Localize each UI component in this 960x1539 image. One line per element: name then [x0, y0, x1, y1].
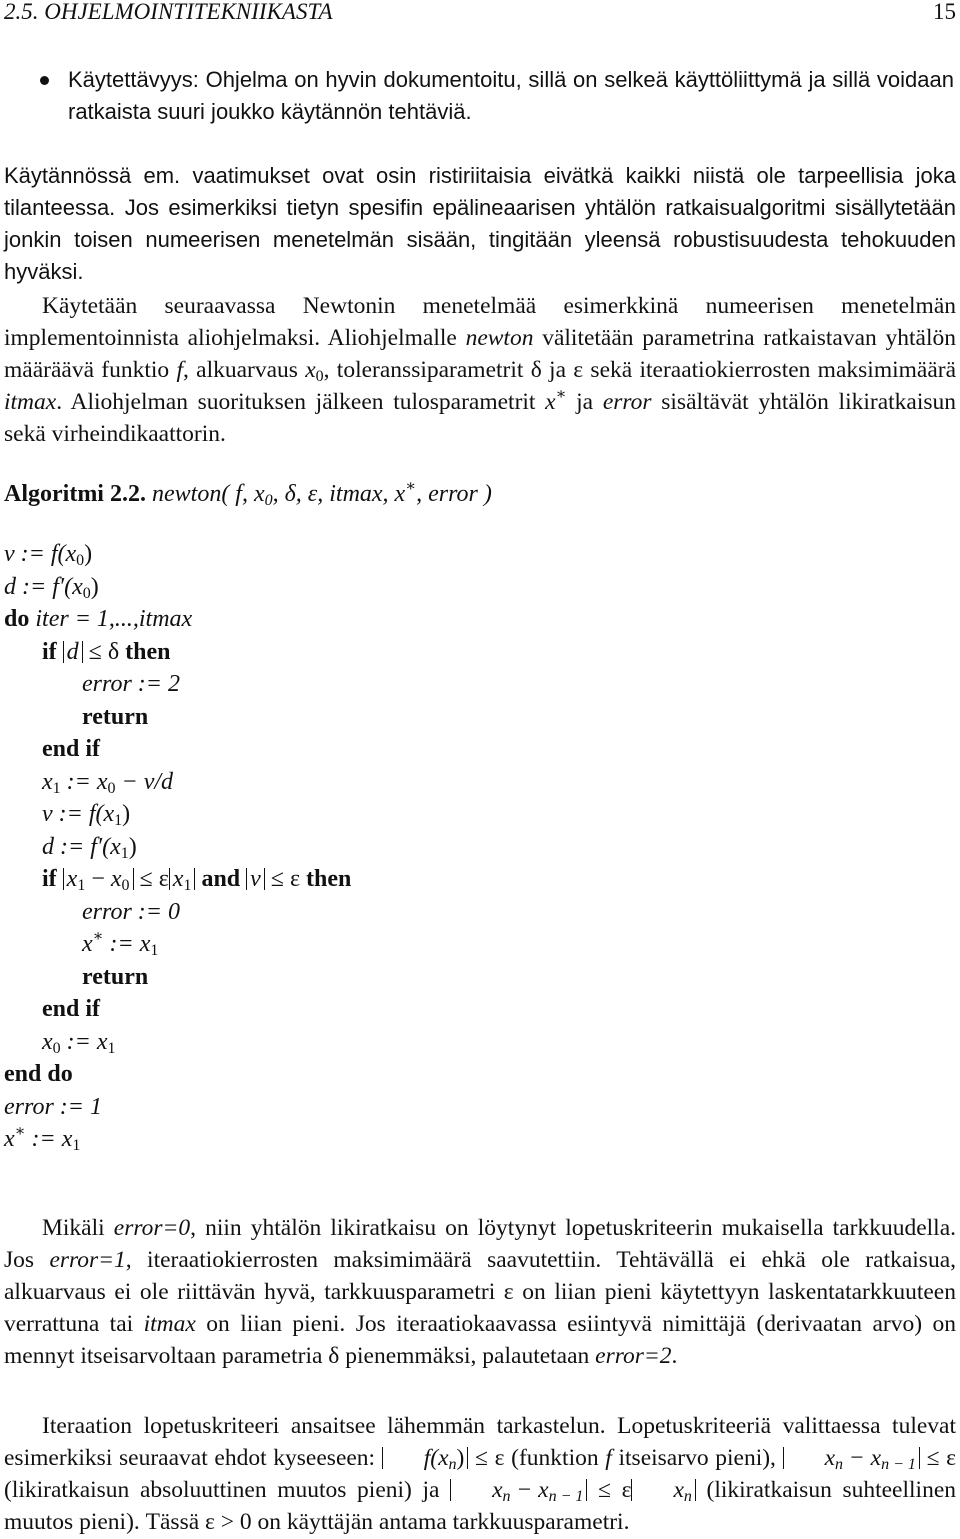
abs-diff: $x_n - x_{n - 1}$: [783, 1447, 920, 1469]
x-subscript: 0: [315, 368, 324, 385]
f-symbol: f: [176, 357, 183, 383]
para4-text-2: ≤ ε (funktion: [475, 1445, 599, 1471]
code-line: v := $f(x_0)$: [4, 541, 93, 569]
para3-text-2: , niin yhtälön likiratkaisu on löytynyt lopetuskriteerin mukaisella tarkkuudella. Jos: [4, 1215, 957, 1273]
para4-text-1: Iteraation lopetuskriteeri ansaitsee lähemmän tarkastelun. Lopetuskriteeriä valittaessa tulevat esimerkiksi seuraavat ehdot kyseeseen:: [4, 1413, 956, 1471]
para2-text-4: , toleranssiparametrit δ ja ε sekä iteraatiokierrosten maksimimäärä: [323, 357, 957, 383]
newton-ref: newton: [465, 325, 534, 351]
paragraph-intro: [4, 160, 956, 288]
algorithm-title: [4, 478, 492, 510]
code-line: do iter = 1,...,itmax: [4, 606, 193, 632]
para2-text-7: sisältävät yhtälön likiratkaisun sekä virheindikaattorin.: [4, 389, 957, 447]
code-line: x∗ := $x_1$: [4, 1123, 81, 1154]
para2-text-6: ja: [576, 389, 594, 415]
para2-text-1: Käytetään seuraavassa Newtonin menetelmää esimerkkinä numeerisen menetelmän implementoinnista aliohjelmaksi. Aliohjelmalle: [4, 293, 956, 351]
itmax-ref-2: itmax: [143, 1311, 196, 1337]
para4-text-5: ≤ ε: [598, 1477, 632, 1503]
paragraph-stopping-criteria: [4, 1410, 956, 1538]
code-line: error := 2: [82, 671, 180, 697]
para3-text-5: .: [671, 1343, 678, 1369]
code-line: if $x_1 - x_0 \le \varepsilon$ $x_1$ and v ≤ ε then: [42, 866, 352, 894]
code-line: end if: [42, 996, 101, 1022]
error2-ref: error=2: [595, 1343, 672, 1369]
error0-ref: error=0: [113, 1215, 191, 1241]
x-symbol: x: [305, 357, 316, 383]
code-line: end if: [42, 736, 101, 762]
error-ref: error: [602, 389, 652, 415]
f-symbol-2: f: [605, 1445, 612, 1471]
code-line: x∗ := $x_1$: [82, 928, 159, 959]
para4-text-4: ≤ ε (likiratkaisun absoluuttinen muutos pieni) ja: [4, 1445, 956, 1503]
code-line: error := 1: [4, 1093, 102, 1120]
para2-text-3: , alkuarvaus: [182, 357, 298, 383]
para3-text-1: Mikäli: [42, 1215, 105, 1241]
para1-second: Jos esimerkiksi tietyn spesifin epälineaarisen yhtälön ratkaisualgoritmi sisällytetään jonkin toisen numeerisen menetelmän sisään, tingitään yleensä robustisuudesta tehokuuden hyväksi.: [4, 195, 956, 284]
star-superscript: ∗: [555, 386, 567, 403]
page-number: 15: [933, 0, 956, 24]
para4-text-3: itseisarvo pieni),: [618, 1445, 776, 1471]
code-line: $x_0$ := $x_1$: [42, 1028, 116, 1057]
bullet-item: [40, 64, 954, 128]
bullet-icon: [40, 76, 49, 85]
code-line: return: [82, 703, 149, 730]
error1-ref: error=1: [49, 1247, 126, 1273]
para2-text-5: . Aliohjelman suorituksen jälkeen tulosparametrit: [56, 389, 536, 415]
itmax-ref: itmax: [4, 389, 57, 415]
paragraph-error-codes: [4, 1212, 956, 1372]
code-line: d := $f'(x_0)$: [4, 573, 99, 602]
bullet-label: Käytettävyys:: [68, 67, 199, 92]
bullet-body: Ohjelma on hyvin dokumentoitu, sillä on selkeä käyttöliittymä ja sillä voidaan ratkaista suuri joukko käytännön tehtäviä.: [68, 67, 954, 124]
code-line: if d ≤ δ then: [42, 638, 171, 665]
section-title: 2.5. OHJELMOINTITEKNIIKASTA: [4, 0, 333, 24]
code-line: error := 0: [82, 898, 180, 925]
abs-diff-2: $x_n - x_{n - 1}$: [450, 1479, 587, 1501]
running-header: [4, 0, 958, 28]
abs-fxn: $f(x_n)$: [382, 1447, 469, 1469]
code-line: d := $f'(x_1)$: [42, 833, 137, 862]
algorithm-code: [4, 538, 704, 1156]
code-line: $x_1$ := $x_0 - v/d$: [42, 768, 174, 797]
para4-text-6: (likiratkaisun suhteellinen muutos pieni). Tässä ε > 0 on käyttäjän antama tarkkuusparametri.: [4, 1477, 957, 1535]
para3-text-4: on liian pieni. Jos iteraatiokaavassa esiintyvä nimittäjä (derivaatan arvo) on mennyt itseisarvoltaan parametria δ pienemmäksi, palautetaan: [4, 1311, 957, 1369]
para2-text-2: välitetään parametrina ratkaistavan yhtälön määräävä funktio: [4, 325, 956, 383]
paragraph-newton: [4, 290, 956, 450]
code-line: return: [82, 963, 149, 990]
code-line: v := $f(x_1)$: [42, 801, 131, 829]
para1-first: Käytännössä em. vaatimukset ovat osin ristiriitaisia eivätkä kaikki niistä ole tarpeellisia joka tilanteessa.: [4, 163, 956, 220]
algorithm-signature: newton( f, $x_0$, δ, ε, itmax, x∗, error ): [151, 478, 492, 509]
para3-text-3: , iteraatiokierrosten maksimimäärä saavutettiin. Tehtävällä ei ehkä ole ratkaisua, alkuarvaus ei ole riittävän hyvä, tarkkuusparametri ε on liian pieni käytettyyn laskentatarkkuuteen verrattuna tai: [4, 1247, 957, 1337]
algorithm-label: Algoritmi 2.2.: [4, 481, 146, 507]
bullet-text: [68, 64, 954, 128]
abs-xn: $x_n$: [631, 1479, 695, 1501]
code-line: end do: [4, 1061, 73, 1087]
xstar-symbol: x: [545, 389, 556, 415]
